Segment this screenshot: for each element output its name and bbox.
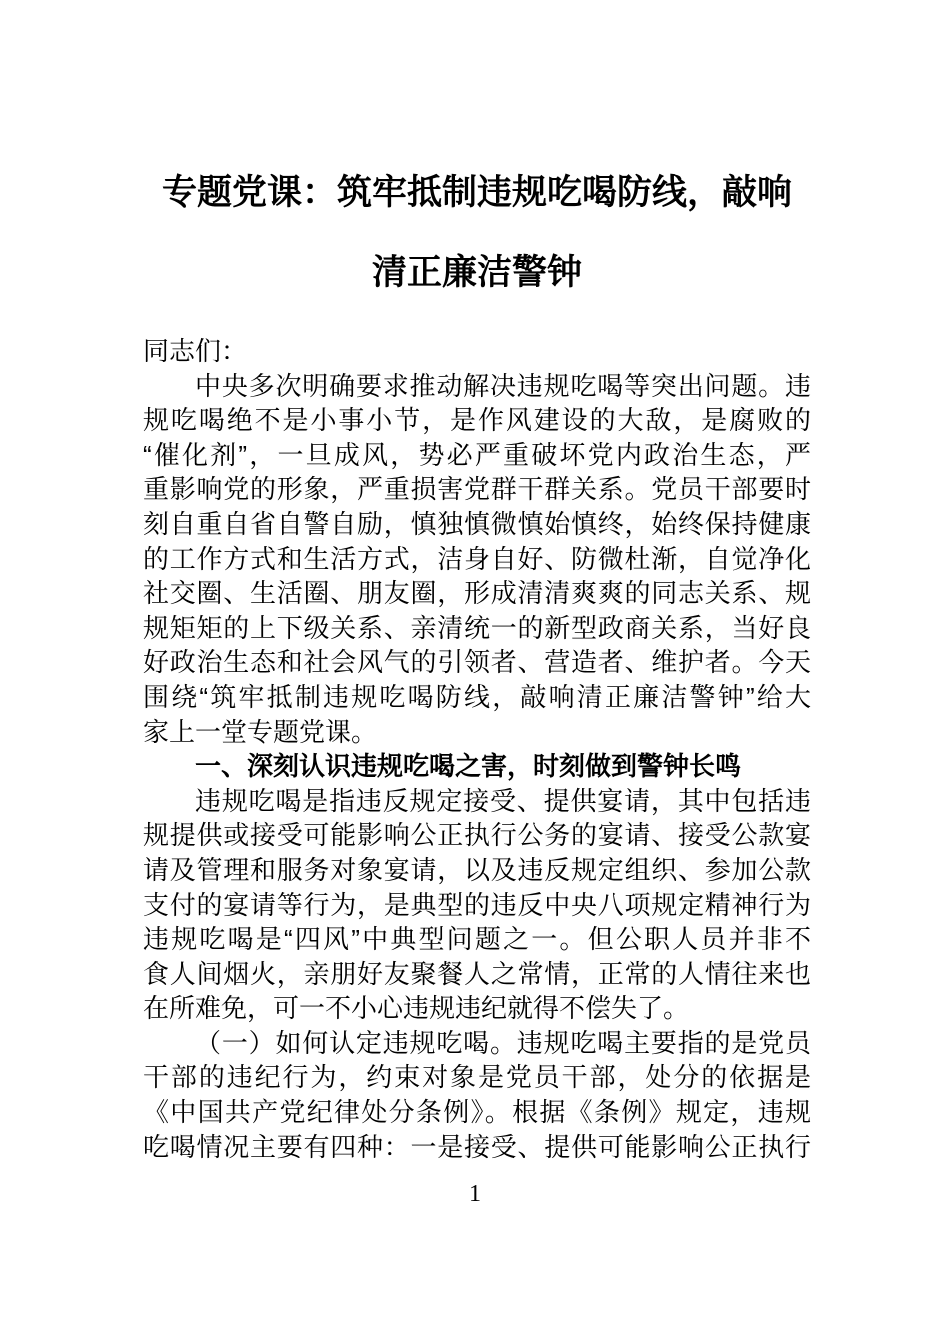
paragraph-line: 的工作方式和生活方式，洁身自好、防微杜渐，自觉净化 xyxy=(143,543,811,574)
paragraph-line: 规矩矩的上下级关系、亲清统一的新型政商关系，当好良 xyxy=(143,612,811,643)
paragraph-line: 刻自重自省自警自励，慎独慎微慎始慎终，始终保持健康 xyxy=(143,508,811,539)
paragraph-line: 规提供或接受可能影响公正执行公务的宴请、接受公款宴 xyxy=(143,820,811,851)
salutation-line: 同志们： xyxy=(143,336,248,366)
paragraph-line: 围绕“筑牢抵制违规吃喝防线，敲响清正廉洁警钟”给大 xyxy=(143,681,811,712)
paragraph-line: 支付的宴请等行为，是典型的违反中央八项规定精神行为 xyxy=(143,889,811,920)
paragraph-line: 请及管理和服务对象宴请，以及违反规定组织、参加公款 xyxy=(143,854,811,885)
paragraph-line: 违规吃喝是“四风”中典型问题之一。但公职人员并非不 xyxy=(143,924,811,955)
paragraph-line: 吃喝情况主要有四种：一是接受、提供可能影响公正执行 xyxy=(143,1131,811,1162)
paragraph-line: （一）如何认定违规吃喝。违规吃喝主要指的是党员 xyxy=(195,1027,811,1058)
document-title-line-2: 清正廉洁警钟 xyxy=(371,253,582,292)
heading-line: 一、深刻认识违规吃喝之害，时刻做到警钟长鸣 xyxy=(195,751,742,782)
paragraph-line: 食人间烟火，亲朋好友聚餐人之常情，正常的人情往来也 xyxy=(143,958,811,989)
paragraph-line: 中央多次明确要求推动解决违规吃喝等突出问题。违 xyxy=(195,370,811,401)
document-body xyxy=(143,334,811,1164)
paragraph-line: 违规吃喝是指违反规定接受、提供宴请，其中包括违 xyxy=(195,785,811,816)
paragraph-line: 好政治生态和社会风气的引领者、营造者、维护者。今天 xyxy=(143,647,811,678)
document-title-line-1: 专题党课：筑牢抵制违规吃喝防线，敲响 xyxy=(161,173,792,212)
paragraph-line: 重影响党的形象，严重损害党群干群关系。党员干部要时 xyxy=(143,474,811,505)
page-number: 1 xyxy=(469,1181,481,1207)
paragraph-line: 规吃喝绝不是小事小节，是作风建设的大敌，是腐败的 xyxy=(143,405,811,436)
paragraph-line: 家上一堂专题党课。 xyxy=(143,716,378,747)
document-content xyxy=(143,0,811,1164)
paragraph-line: 干部的违纪行为，约束对象是党员干部，处分的依据是 xyxy=(143,1062,811,1093)
paragraph-line: 社交圈、生活圈、朋友圈，形成清清爽爽的同志关系、规 xyxy=(143,578,811,609)
paragraph-line: 在所难免，可一不小心违规违纪就得不偿失了。 xyxy=(143,993,690,1024)
document-title xyxy=(143,0,811,313)
paragraph-line: “催化剂”，一旦成风，势必严重破坏党内政治生态，严 xyxy=(143,439,811,470)
paragraph-line: 《中国共产党纪律处分条例》。根据《条例》规定，违规 xyxy=(143,1097,811,1128)
